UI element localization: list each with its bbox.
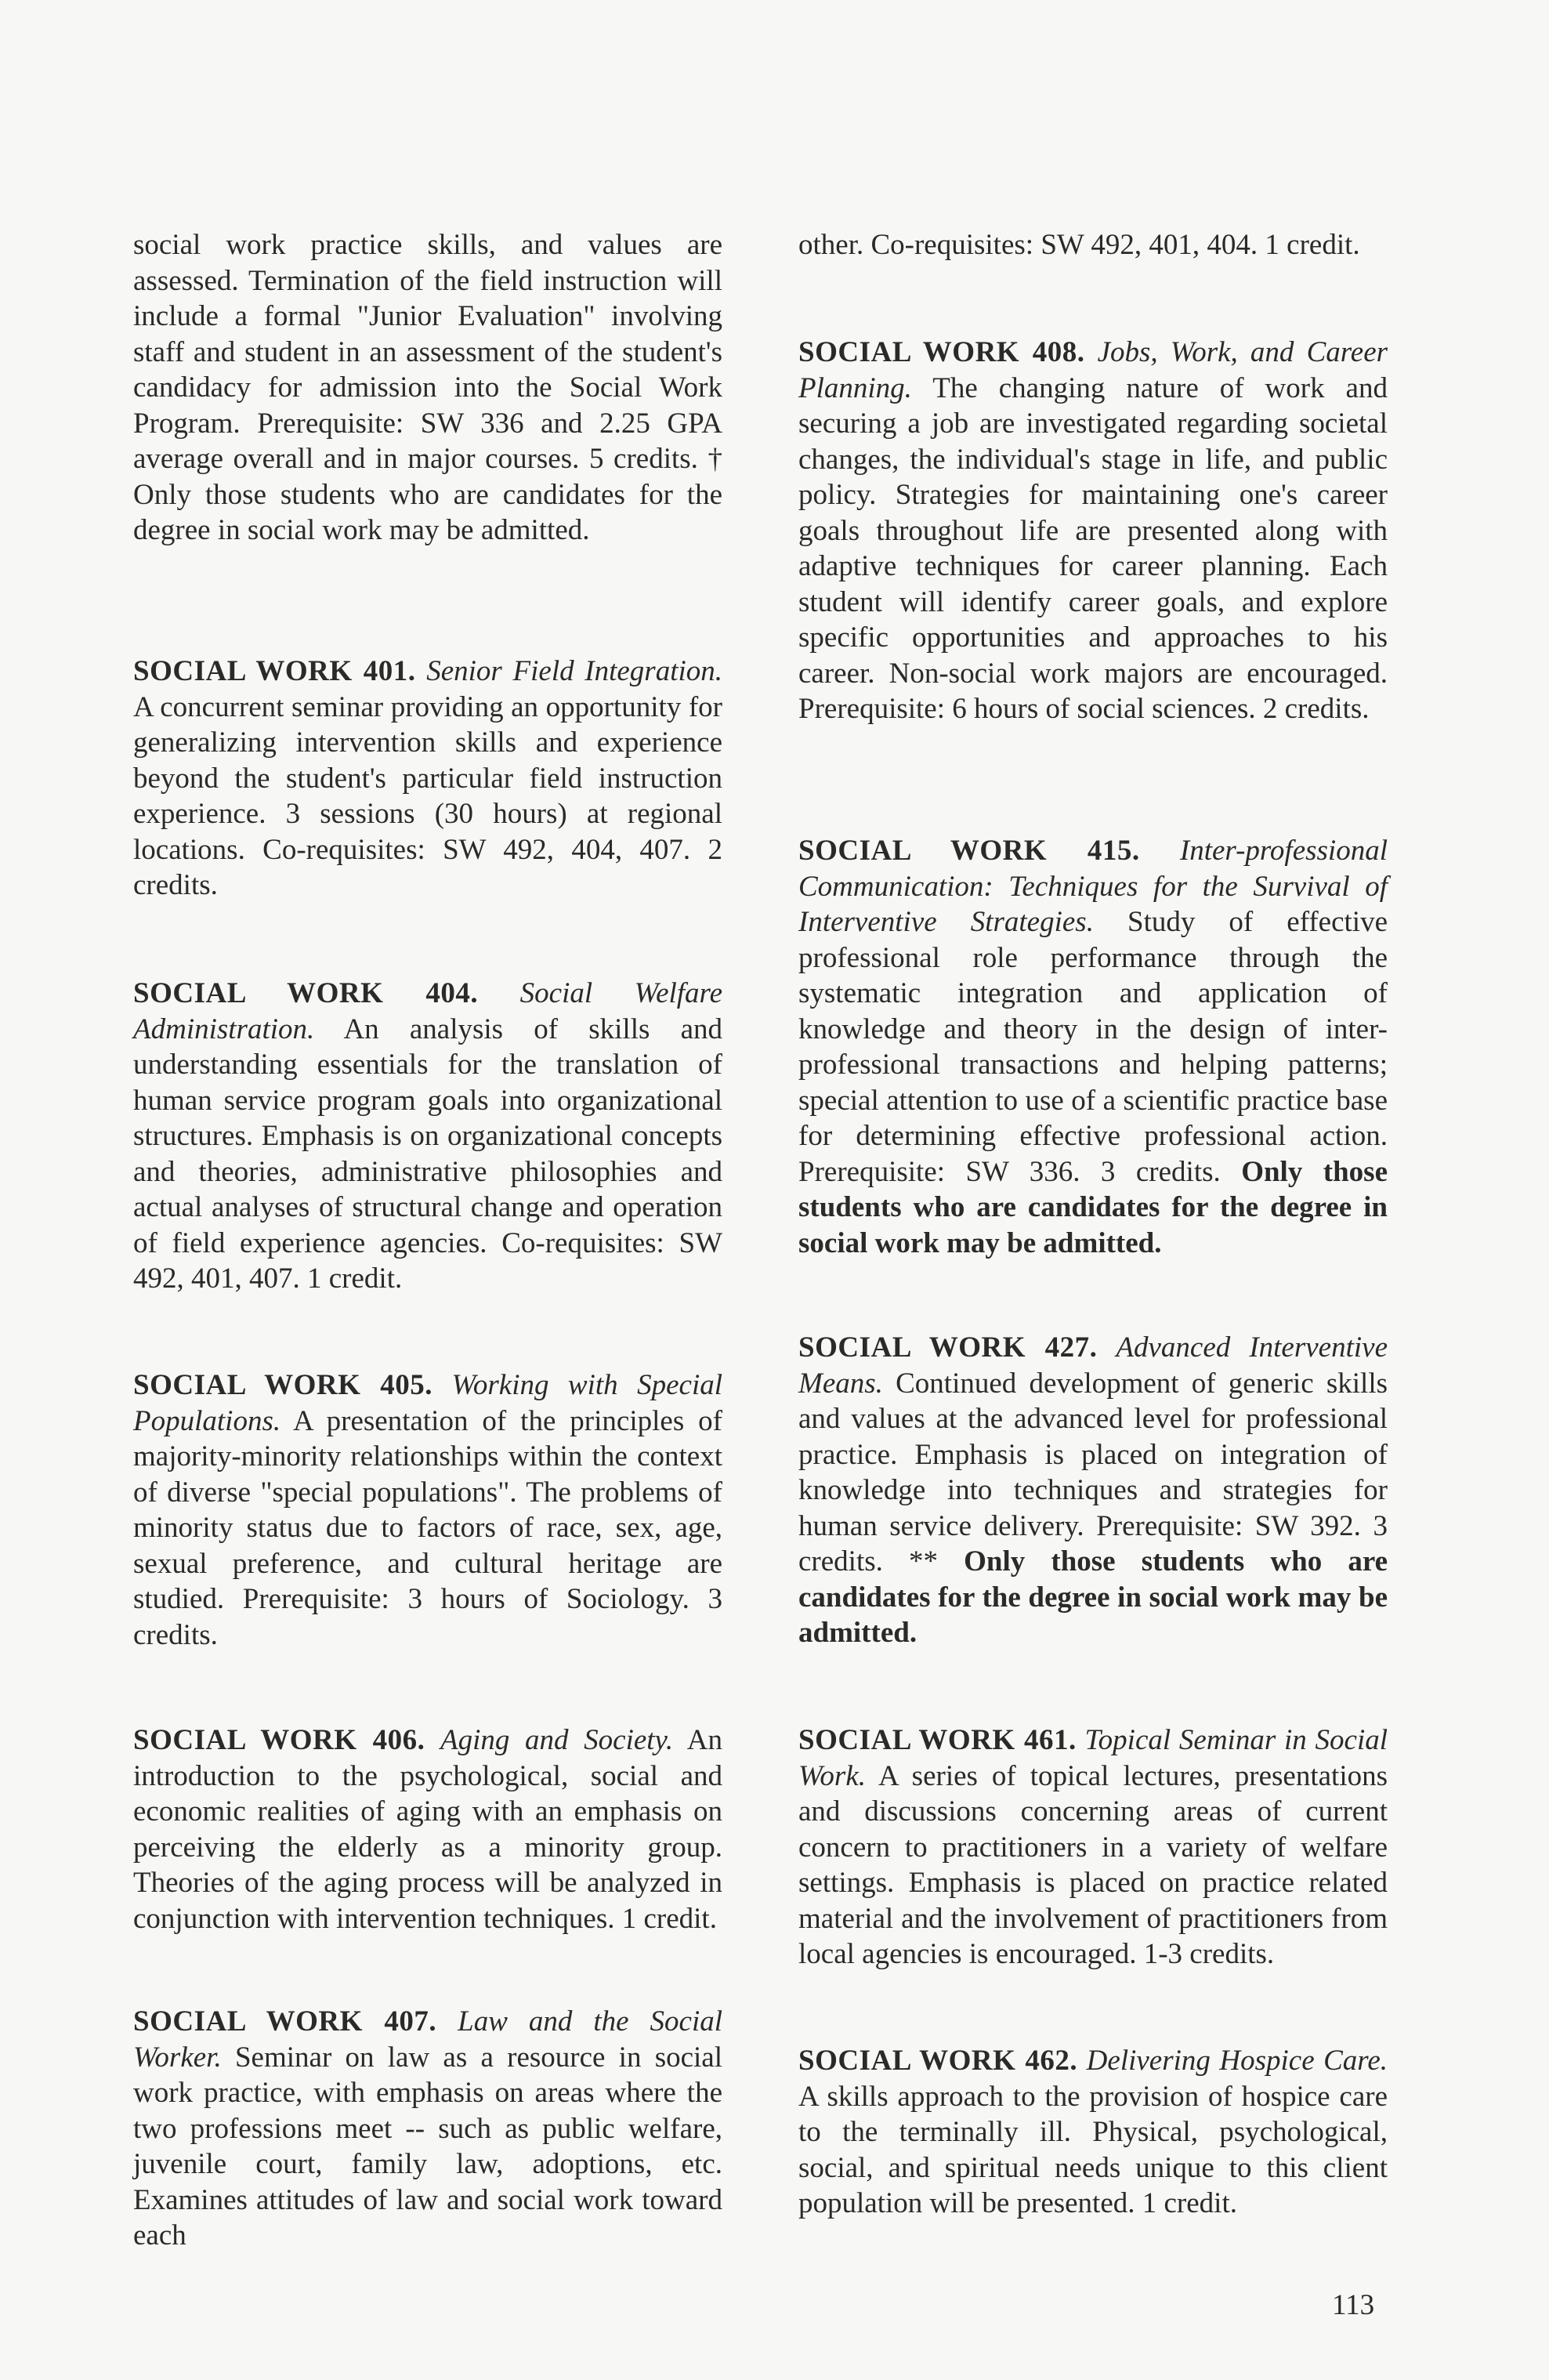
course-title: Senior Field Integration. bbox=[426, 655, 723, 687]
course-entry-461 bbox=[798, 1723, 1388, 1972]
course-code: SOCIAL WORK 404. bbox=[133, 977, 479, 1009]
continuation-text: social work practice skills, and values are assessed. Termination of the field instruction will include a formal "Junior Evaluation" involving staff and student in an assessment of the student's candidacy for admission into the Social Work Program. Prerequisite: SW 336 and 2.25 GPA average overall and in major courses. 5 credits. † Only those students who are candidates for the degree in social work may be admitted. bbox=[133, 229, 722, 546]
course-description: The changing nature of work and securing a job are investigated regarding societal changes, the individual's stage in life, and public policy. Strategies for maintaining one's career goals throughout life are presented along with adaptive techniques for career planning. Each student will identify career goals, and explore specific opportunities and approaches to his career. Non-social work majors are encouraged. Prerequisite: 6 hours of social sciences. 2 credits. bbox=[798, 371, 1388, 725]
course-description: Study of effective professional role performance through the systematic integration and application of knowledge and theory in the design of inter-professional transactions and helping patterns; special attention to use of a scientific practice base for determining effective professional action. Prerequisite: SW 336. 3 credits. bbox=[798, 906, 1388, 1188]
course-title: Law and the Social Worker. bbox=[133, 2005, 723, 2074]
course-code: SOCIAL WORK 407. bbox=[133, 2005, 437, 2038]
course-code: SOCIAL WORK 408. bbox=[798, 336, 1085, 368]
course-description: An introduction to the psychological, social and economic realities of aging with an emphasis on perceiving the elderly as a minority group. Theories of the aging process will be analyzed in conjunction with intervention techniques. 1 credit. bbox=[133, 1724, 722, 1935]
course-code: SOCIAL WORK 401. bbox=[133, 655, 416, 687]
course-entry-405 bbox=[133, 1368, 722, 1653]
course-entry-462 bbox=[798, 2043, 1388, 2222]
course-description: A series of topical lectures, presentations and discussions concerning areas of current concern to practitioners in a variety of welfare settings. Emphasis is placed on practice related material and the involvement of practitioners from local agencies is encouraged. 1-3 credits. bbox=[798, 1759, 1388, 1970]
course-title: Topical Seminar in Social Work. bbox=[798, 1724, 1388, 1792]
page-number: 113 bbox=[1332, 2289, 1375, 2321]
course-entry-401 bbox=[133, 654, 722, 904]
course-title: Working with Special Populations. bbox=[133, 1369, 723, 1437]
course-description: A presentation of the principles of majority-minority relationships within the context of diverse "special populations". The problems of minority status due to factors of race, sex, age, sexual preference, and cultural heritage are studied. Prerequisite: 3 hours of Sociology. 3 credits. bbox=[133, 1404, 722, 1651]
course-code: SOCIAL WORK 415. bbox=[798, 835, 1140, 867]
course-entry-415 bbox=[798, 833, 1388, 1261]
course-entry-406 bbox=[133, 1723, 722, 1936]
course-title: Social Welfare Administration. bbox=[133, 977, 722, 1045]
course-code: SOCIAL WORK 461. bbox=[798, 1724, 1077, 1756]
course-code: SOCIAL WORK 427. bbox=[798, 1331, 1098, 1364]
course-code: SOCIAL WORK 462. bbox=[798, 2045, 1078, 2077]
admission-note: Only those students who are candidates for the degree in social work may be admitted. bbox=[798, 1545, 1388, 1649]
course-description: A concurrent seminar providing an opportunity for generalizing intervention skills and experience beyond the student's particular field instruction experience. 3 sessions (30 hours) at regional locations. Co-requisites: SW 492, 404, 407. 2 credits. bbox=[133, 690, 722, 901]
continuation-text: other. Co-requisites: SW 492, 401, 404. 1 credit. bbox=[798, 229, 1360, 261]
course-title: Aging and Society. bbox=[440, 1724, 674, 1756]
course-entry-404 bbox=[133, 976, 722, 1297]
course-title: Advanced Interventive Means. bbox=[798, 1331, 1388, 1400]
course-code: SOCIAL WORK 406. bbox=[133, 1724, 425, 1756]
course-title: Delivering Hospice Care. bbox=[1086, 2045, 1388, 2077]
course-entry-408 bbox=[798, 335, 1388, 727]
course-description: An analysis of skills and understanding essentials for the translation of human service program goals into organizational structures. Emphasis is on organizational concepts and theories, administrative philosophies and actual analyses of structural change and operation of field experience agencies. Co-requisites: SW 492, 401, 407. 1 credit. bbox=[133, 1012, 722, 1295]
course-description: Continued development of generic skills and values at the advanced level for professional practice. Emphasis is placed on integration of knowledge into techniques and strategies for human service delivery. Prerequisite: SW 392. 3 credits. ** bbox=[798, 1367, 1388, 1578]
course-entry-427 bbox=[798, 1330, 1388, 1651]
course-title: Jobs, Work, and Career Planning. bbox=[798, 336, 1388, 404]
course-entry-407 bbox=[133, 2004, 722, 2254]
course-description: Seminar on law as a resource in social work practice, with emphasis on areas where the two professions meet -- such as public welfare, juvenile court, family law, adoptions, etc. Examines attitudes of law and social work toward each bbox=[133, 2041, 722, 2251]
course-title: Inter-professional Communication: Techniques for the Survival of Interventive Strategies. bbox=[798, 835, 1388, 938]
course-description: A skills approach to the provision of hospice care to the terminally ill. Physical, psychological, social, and spiritual needs unique to this client population will be presented. 1 credit. bbox=[798, 2080, 1388, 2219]
course-code: SOCIAL WORK 405. bbox=[133, 1369, 433, 1401]
admission-note: Only those students who are candidates for the degree in social work may be admitted. bbox=[798, 1155, 1388, 1259]
